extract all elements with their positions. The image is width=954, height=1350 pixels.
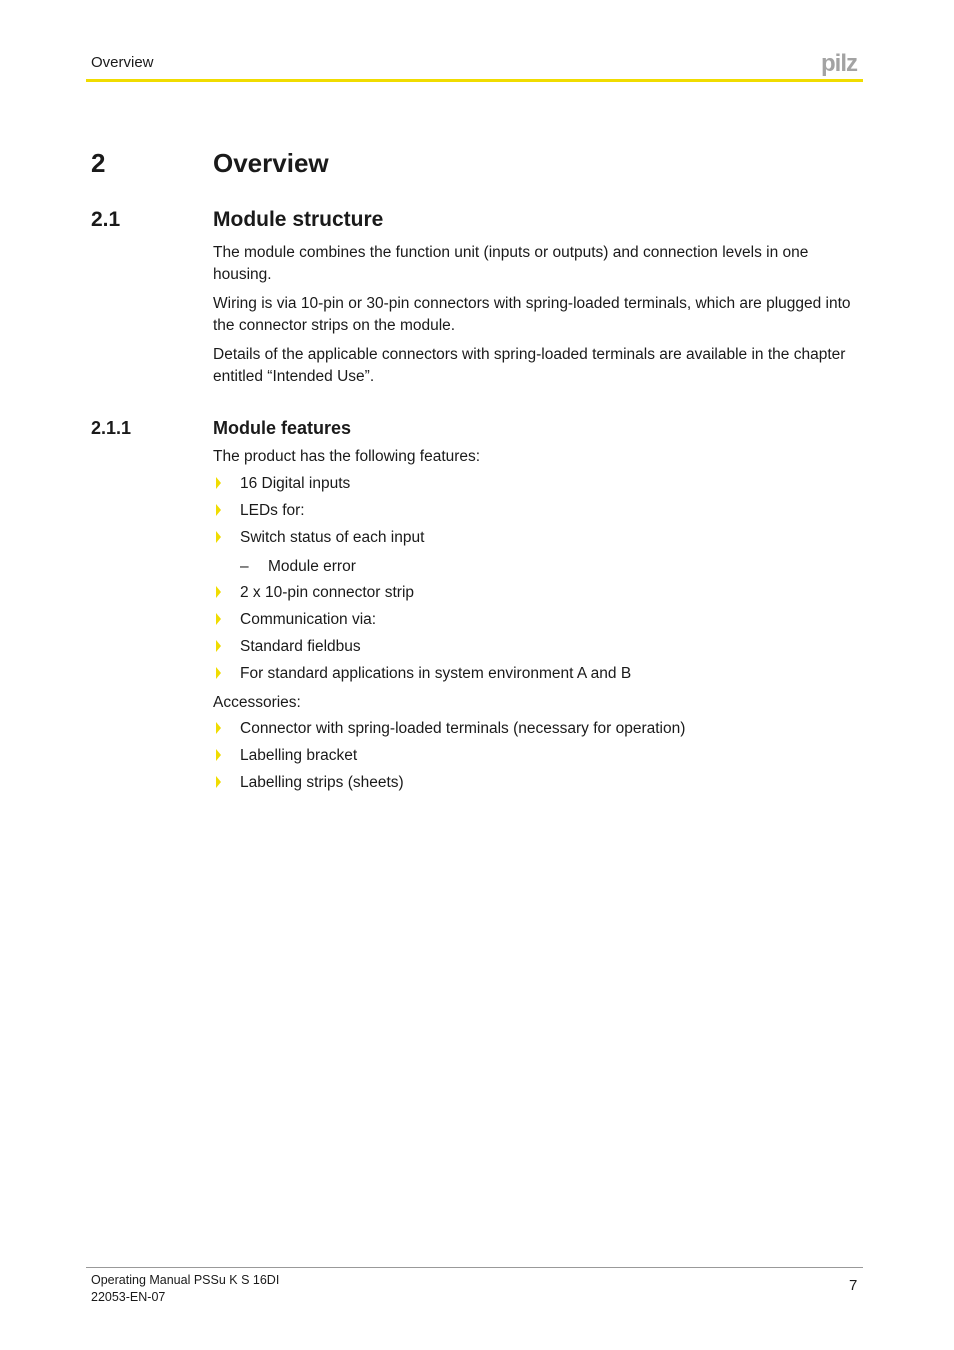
list-item: Switch status of each input	[213, 527, 424, 549]
list-item: Standard fieldbus	[213, 636, 361, 658]
list-item: For standard applications in system environment A and B	[213, 663, 631, 685]
paragraph: The module combines the function unit (inputs or outputs) and connection levels in one housing.	[213, 244, 809, 283]
running-header: Overview	[91, 54, 154, 71]
subsection-title: Module features	[213, 418, 352, 438]
triangle-bullet-icon	[213, 718, 240, 740]
list-item: Labelling strips (sheets)	[213, 772, 404, 794]
list-item: 16 Digital inputs	[213, 473, 350, 495]
accessories-label: Accessories:	[213, 694, 301, 711]
footer-doc-number: 22053-EN-07	[91, 1290, 166, 1304]
sub-list-item: – Module error	[240, 556, 356, 578]
subsection-number: 2.1.1	[91, 418, 132, 438]
paragraph: Details of the applicable connectors with spring-loaded terminals are available in the chapter entitled “Intended Use”.	[213, 346, 846, 385]
list-item: Communication via:	[213, 609, 376, 631]
footer-manual-title: Operating Manual PSSu K S 16DI	[91, 1273, 280, 1287]
features-intro: The product has the following features:	[213, 448, 481, 465]
list-item: 2 x 10-pin connector strip	[213, 582, 414, 604]
chapter-number: 2	[91, 148, 106, 178]
triangle-bullet-icon	[213, 527, 240, 549]
list-item: Labelling bracket	[213, 745, 357, 767]
section-title: Module structure	[213, 208, 384, 231]
triangle-bullet-icon	[213, 473, 240, 495]
triangle-bullet-icon	[213, 582, 240, 604]
page-number: 7	[849, 1277, 858, 1294]
section-number: 2.1	[91, 208, 121, 231]
list-item: Connector with spring-loaded terminals (necessary for operation)	[213, 718, 685, 740]
triangle-bullet-icon	[213, 609, 240, 631]
chapter-title: Overview	[213, 148, 329, 178]
paragraph: Wiring is via 10-pin or 30-pin connectors with spring-loaded terminals, which are plugged into the connector strips on the module.	[213, 295, 851, 334]
triangle-bullet-icon	[213, 663, 240, 685]
header-rule	[86, 79, 863, 82]
triangle-bullet-icon	[213, 500, 240, 522]
list-item: LEDs for:	[213, 500, 305, 522]
dash-bullet: –	[240, 558, 249, 575]
footer-rule	[86, 1267, 863, 1268]
triangle-bullet-icon	[213, 636, 240, 658]
triangle-bullet-icon	[213, 772, 240, 794]
pilz-logo: pilz	[821, 50, 857, 77]
triangle-bullet-icon	[213, 745, 240, 767]
